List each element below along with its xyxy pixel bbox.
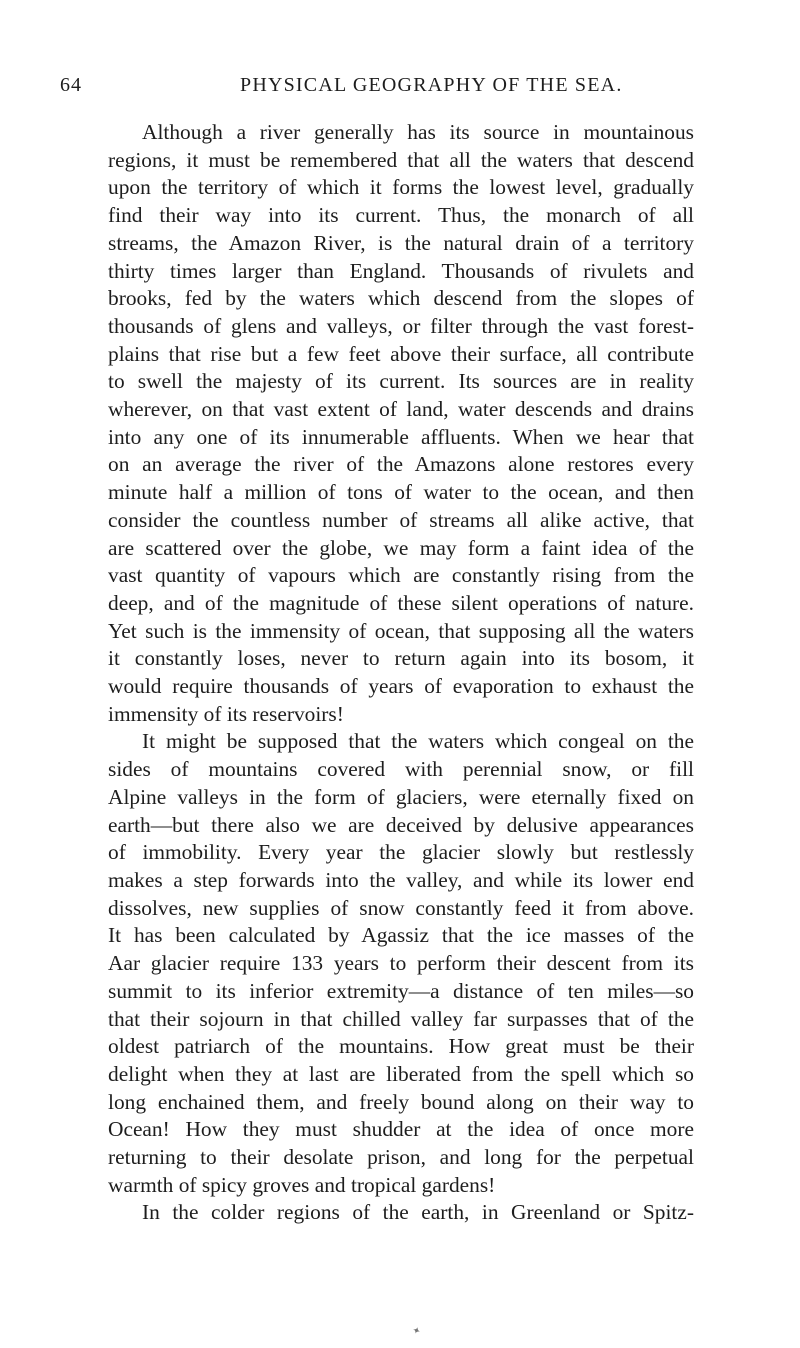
text-line: that their sojourn in that chilled valley far surpasses that of the — [108, 1006, 694, 1031]
text-line: It has been calculated by Agassiz that the ice masses of the — [108, 923, 694, 948]
text-line: thirty times larger than England. Thousands of rivulets and — [108, 258, 694, 283]
text-line: thousands of glens and valleys, or filter through the vast forest- — [108, 313, 694, 338]
text-line: upon the territory of which it forms the lowest level, gradually — [108, 175, 694, 200]
text-line: earth—but there also we are deceived by delusive appearances — [108, 812, 694, 837]
text-line: long enchained them, and freely bound along on their way to — [108, 1089, 694, 1114]
text-line: would require thousands of years of evaporation to exhaust the — [108, 674, 694, 699]
text-line: minute half a million of tons of water to the ocean, and then — [108, 480, 694, 505]
text-line: dissolves, new supplies of snow constantly feed it from above. — [108, 895, 694, 920]
text-line: wherever, on that vast extent of land, water descends and drains — [108, 397, 694, 422]
text-line: delight when they at last are liberated from the spell which so — [108, 1061, 694, 1086]
text-line: makes a step forwards into the valley, and while its lower end — [108, 867, 694, 892]
text-line: brooks, fed by the waters which descend from the slopes of — [108, 286, 694, 311]
text-line: into any one of its innumerable affluents. When we hear that — [108, 424, 694, 449]
text-line: returning to their desolate prison, and long for the perpetual — [108, 1145, 694, 1170]
text-line: Yet such is the immensity of ocean, that supposing all the waters — [108, 618, 694, 643]
text-line: on an average the river of the Amazons alone restores every — [108, 452, 694, 477]
text-line: to swell the majesty of its current. Its sources are in reality — [108, 369, 694, 394]
body-text — [108, 119, 694, 1227]
text-line: oldest patriarch of the mountains. How great must be their — [108, 1034, 694, 1059]
text-line: consider the countless number of streams all alike active, that — [108, 507, 694, 532]
text-line: Aar glacier require 133 years to perform their descent from its — [108, 951, 694, 976]
text-line: regions, it must be remembered that all the waters that descend — [108, 147, 694, 172]
paragraph-2 — [108, 728, 694, 1199]
text-line: it constantly loses, never to return again into its bosom, it — [108, 646, 694, 671]
text-line: deep, and of the magnitude of these silent operations of nature. — [108, 590, 694, 615]
text-line: It might be supposed that the waters which congeal on the — [142, 729, 694, 754]
running-head — [60, 74, 700, 104]
text-line: are scattered over the globe, we may form a faint idea of the — [108, 535, 694, 560]
text-line: Although a river generally has its source in mountainous — [142, 120, 694, 144]
text-line: warmth of spicy groves and tropical gardens! — [108, 1172, 496, 1197]
text-line: sides of mountains covered with perennial snow, or fill — [108, 757, 694, 782]
text-line: summit to its inferior extremity—a distance of ten miles—so — [108, 978, 694, 1003]
text-line: streams, the Amazon River, is the natural drain of a territory — [108, 230, 694, 255]
text-line: find their way into its current. Thus, the monarch of all — [108, 203, 694, 228]
text-line: In the colder regions of the earth, in Greenland or Spitz- — [142, 1200, 694, 1225]
paragraph-3 — [108, 1199, 694, 1227]
text-line: immensity of its reservoirs! — [108, 701, 344, 726]
text-line: Ocean! How they must shudder at the idea of once more — [108, 1117, 694, 1142]
text-line: vast quantity of vapours which are constantly rising from the — [108, 563, 694, 588]
text-line: of immobility. Every year the glacier slowly but restlessly — [108, 840, 694, 865]
text-line: Alpine valleys in the form of glaciers, were eternally fixed on — [108, 784, 694, 809]
running-head-title: PHYSICAL GEOGRAPHY OF THE SEA. — [240, 74, 623, 96]
print-speck: ✦ — [410, 1324, 423, 1339]
page-number: 64 — [60, 74, 82, 96]
text-line: plains that rise but a few feet above their surface, all contribute — [108, 341, 694, 366]
paragraph-1 — [108, 119, 694, 728]
